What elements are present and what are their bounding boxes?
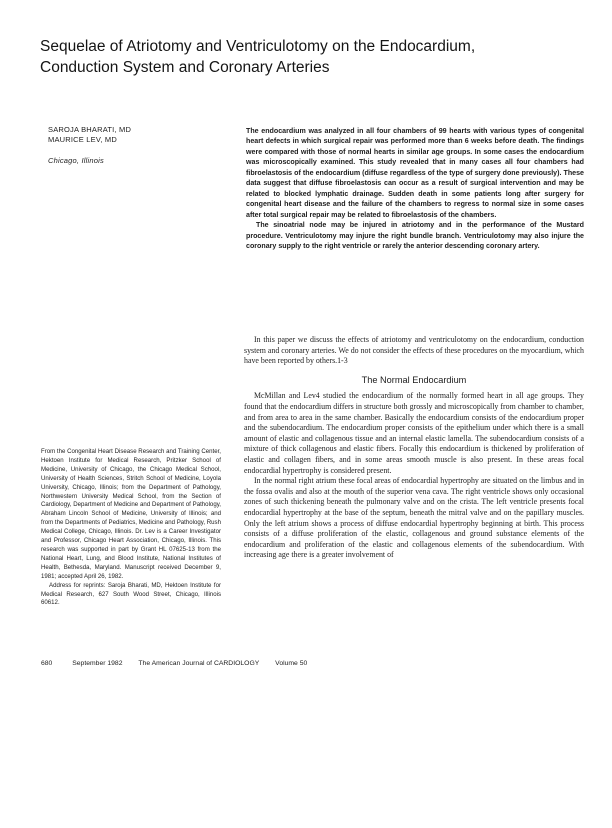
article-title: [40, 36, 580, 78]
author-block: [48, 125, 218, 166]
title-line-1: Sequelae of Atriotomy and Ventriculotomy on the Endocardium,: [40, 38, 476, 55]
volume-number: Volume 50: [275, 660, 308, 667]
abstract-paragraph-1: The endocardium was analyzed in all four chambers of 99 hearts with various types of congenital heart defects in which surgical repair was performed more than 6 weeks before death. The findings were compared with those of normal hearts in similar age groups. In some cases the endocardium was microscopically examined. This study revealed that in many cases all four chambers had fibroelastosis of the endocardium (diffuse regardless of the type of surgery done previously). These data suggest that diffuse fibroelastosis can occur as a result of surgical intervention and may be related to blocked lymphatic drainage. Sudden death in some patients long after surgery for congenital heart disease and the failure of the chambers to regress to normal size in some cases after total surgical repair may be related to fibroelastosis of the chambers.: [246, 127, 584, 219]
page-number: 680: [41, 660, 53, 667]
affiliation-footnote: [41, 448, 221, 608]
intro-paragraph: In this paper we discuss the effects of atriotomy and ventriculotomy on the endocardium, conduction system and coronary arteries. We do not consider the effects of these procedures on the myocardium, which have been reported by others.1-3: [244, 335, 584, 366]
article-body: [244, 335, 584, 561]
author-name-1: SAROJA BHARATI, MD: [48, 125, 132, 134]
footnote-reprint-address: Address for reprints: Saroja Bharati, MD, Hektoen Institute for Medical Research, 627 South Wood Street, Chicago, Illinois 60612.: [41, 581, 221, 607]
title-line-2: Conduction System and Coronary Arteries: [40, 59, 330, 76]
author-name-2: MAURICE LEV, MD: [48, 135, 117, 145]
section-heading: The Normal Endocardium: [361, 374, 467, 385]
footnote-affiliation: From the Congenital Heart Disease Research and Training Center, Hektoen Institute for Medical Research, Pritzker School of Medicine, University of Chicago, the Chicago Medical School, University of Health Sciences, Stritch School of Medicine, Loyola University, Chicago, Illinois; from the Department of Pathology, Northwestern University Medical School, from the Section of Cardiology, Department of Medicine and Department of Pathology, Abraham Lincoln School of Medicine, University of Illinois; and from the Departments of Pediatrics, Medicine and Pathology, Rush Medical College, Chicago, Illinois. Dr. Lev is a Career Investigator and Professor, Chicago Heart Association, Chicago, Illinois. This research was supported in part by Grant HL 07625-13 from the National Heart, Lung, and Blood Institute, National Institutes of Health, Bethesda, Maryland. Manuscript received December 9, 1981; accepted April 26, 1982.: [41, 448, 221, 580]
issue-date: September 1982: [72, 660, 123, 667]
body-paragraph-1: McMillan and Lev4 studied the endocardium of the normally formed heart in all age groups. They found that the endocardium differs in structure both grossly and microscopically from chamber to chamber, and from area to area in the same chamber. Basically the endocardium consists of the endocardium proper and the subendocardium. The endocardium proper consists of the epithelium under which there is a small amount of elastic and collagenous tissue and an internal elastic lamella. The subendocardium consists of a mixture of thick collagenous and elastic fibers. Focally this endocardium is thickened by proliferation of elastic and collagen fibers, and in some areas smooth muscle is also present. In these areas focal endocardial hypertrophy is considered present.: [244, 391, 584, 475]
abstract-paragraph-2: The sinoatrial node may be injured in atriotomy and in the performance of the Mustard procedure. Ventriculotomy may injure the right bundle branch. Ventriculotomy may also injure the coronary supply to the right ventricle or rarely the anterior descending coronary artery.: [246, 221, 584, 250]
journal-name: The American Journal of CARDIOLOGY: [138, 660, 260, 667]
body-paragraph-2: In the normal right atrium these focal areas of endocardial hypertrophy are situated on the limbus and in the fossa ovalis and also at the mouth of the superior vena cava. The right ventricle shows only occasional zones of such thickening beneath the pulmonary valve and on the crista. The left ventricle presents focal endocardial hypertrophy at the base of the septum, beneath the mitral valve and on the papillary muscles. Only the left atrium shows a process of diffuse endocardial hypertrophy beginning at birth. This process consists of a diffuse proliferation of the elastic, collagenous and ground substance elements of the endocardium and proliferation of the elastic and collagenous elements of the subendocardium. With increasing age there is a greater involvement of: [244, 476, 584, 560]
page-footer: [41, 660, 321, 667]
abstract: [246, 126, 584, 251]
author-location: Chicago, Illinois: [48, 155, 104, 165]
